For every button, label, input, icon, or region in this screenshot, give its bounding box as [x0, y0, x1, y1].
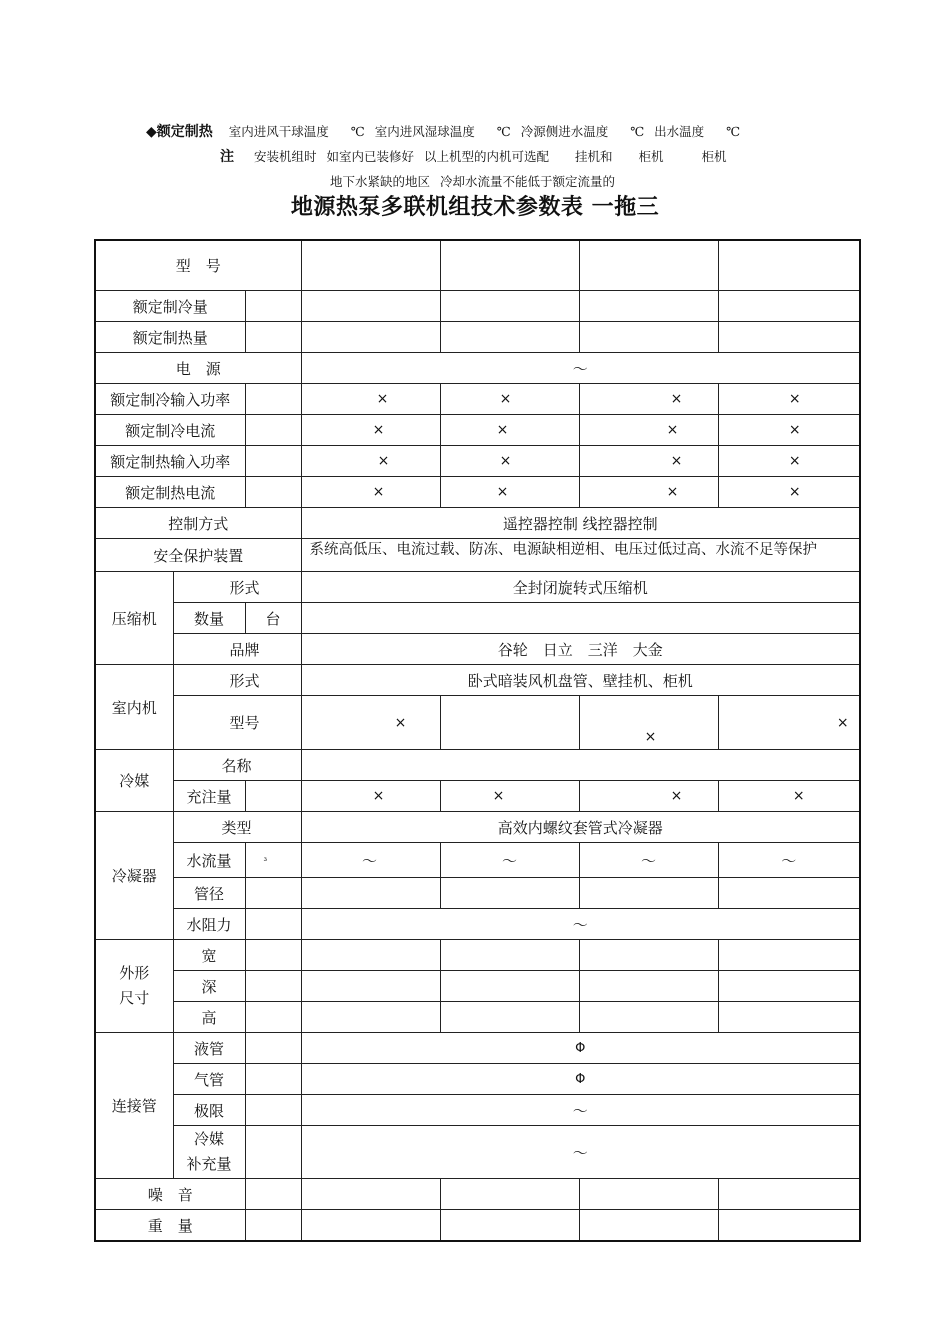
indoor-model-label: 型号 — [173, 696, 301, 750]
condenser-type-label: 类型 — [173, 812, 301, 843]
table-row — [95, 322, 860, 353]
note-item: 柜机 — [638, 149, 664, 164]
times-mark: × — [718, 477, 860, 508]
table-cell — [245, 878, 301, 909]
table-cell — [440, 240, 579, 291]
table-cell — [245, 1033, 301, 1064]
table-cell — [579, 322, 718, 353]
table-cell — [301, 971, 440, 1002]
note-item: ℃ — [726, 124, 741, 139]
note-item: 安装机组时 — [253, 149, 317, 164]
times-mark: × — [718, 446, 860, 477]
width-label: 宽 — [173, 940, 245, 971]
note-line-3 — [330, 172, 615, 190]
table-row — [95, 603, 860, 634]
heat-capacity-label: 额定制热量 — [95, 322, 245, 353]
refrigerant-addition-line: 补充量 — [186, 1155, 232, 1173]
table-cell — [301, 1002, 440, 1033]
tilde-mark: ～ — [301, 1126, 860, 1179]
table-cell — [301, 878, 440, 909]
note-item: 室内进风干球温度 — [228, 124, 329, 139]
times-mark: × — [579, 415, 718, 446]
tilde-mark: ～ — [579, 843, 718, 878]
table-cell — [579, 1179, 718, 1210]
table-cell — [718, 322, 860, 353]
times-mark: × — [579, 384, 718, 415]
table-cell — [245, 909, 301, 940]
table-cell — [301, 940, 440, 971]
safety-value — [301, 539, 860, 572]
water-flow-label: 水流量 — [173, 843, 245, 878]
table-row — [95, 1002, 860, 1033]
table-cell — [579, 1210, 718, 1242]
control-mode-value: 遥控器控制 线控器控制 — [301, 508, 860, 539]
connecting-pipe-group-label: 连接管 — [95, 1033, 173, 1179]
tilde-mark: ～ — [718, 843, 860, 878]
table-row — [95, 1126, 860, 1179]
safety-value-text: 系统高低压、电流过载、防冻、电源缺相逆相、电压过低过高、水流不足等保护 — [309, 542, 818, 558]
tilde-mark: ～ — [301, 1095, 860, 1126]
dimensions-group-label — [95, 940, 173, 1033]
table-cell — [440, 878, 579, 909]
note-item: ℃ — [350, 124, 365, 139]
table-cell — [301, 240, 440, 291]
weight-label: 重 量 — [95, 1210, 245, 1242]
compressor-qty-unit: 台 — [245, 603, 301, 634]
note-item: 如室内已装修好 — [326, 149, 414, 164]
table-row — [95, 446, 860, 477]
table-cell — [718, 1002, 860, 1033]
height-label: 高 — [173, 1002, 245, 1033]
table-cell — [245, 1064, 301, 1095]
table-cell — [440, 1002, 579, 1033]
table-cell — [579, 940, 718, 971]
cool-current-label: 额定制冷电流 — [95, 415, 245, 446]
table-cell — [579, 291, 718, 322]
liquid-pipe-label: 液管 — [173, 1033, 245, 1064]
table-cell — [440, 1210, 579, 1242]
table-row — [95, 1179, 860, 1210]
times-mark: × — [301, 384, 440, 415]
table-cell — [718, 940, 860, 971]
indoor-group-label: 室内机 — [95, 665, 173, 750]
times-mark: × — [301, 415, 440, 446]
note-item: 出水温度 — [654, 124, 705, 139]
times-mark: × — [579, 781, 718, 812]
heat-input-label: 额定制热输入功率 — [95, 446, 245, 477]
table-cell — [579, 971, 718, 1002]
gas-pipe-label: 气管 — [173, 1064, 245, 1095]
depth-label: 深 — [173, 971, 245, 1002]
times-mark: × — [718, 696, 860, 750]
table-cell — [718, 1179, 860, 1210]
compressor-brand-value: 谷轮 日立 三洋 大金 — [301, 634, 860, 665]
times-mark: × — [440, 415, 579, 446]
control-mode-label: 控制方式 — [95, 508, 301, 539]
times-mark: × — [440, 477, 579, 508]
table-cell — [301, 322, 440, 353]
times-mark: × — [579, 446, 718, 477]
heat-current-label: 额定制热电流 — [95, 477, 245, 508]
table-row — [95, 940, 860, 971]
table-cell — [718, 291, 860, 322]
table-cell — [245, 322, 301, 353]
table-row — [95, 508, 860, 539]
table-row — [95, 843, 860, 878]
times-mark: × — [301, 446, 440, 477]
table-cell — [579, 1002, 718, 1033]
compressor-qty-label: 数量 — [173, 603, 245, 634]
condenser-type-value: 高效内螺纹套管式冷凝器 — [301, 812, 860, 843]
tilde-mark: ～ — [301, 909, 860, 940]
table-row — [95, 878, 860, 909]
refrigerant-group-label: 冷媒 — [95, 750, 173, 812]
dimensions-label-line: 尺寸 — [119, 989, 150, 1007]
table-cell — [245, 1002, 301, 1033]
note-item: 柜机 — [701, 149, 727, 164]
table-row — [95, 353, 860, 384]
table-cell — [245, 1210, 301, 1242]
times-mark: × — [440, 384, 579, 415]
table-row — [95, 1095, 860, 1126]
table-row — [95, 750, 860, 781]
times-mark: × — [301, 477, 440, 508]
note-item: ℃ — [496, 124, 511, 139]
table-cell — [245, 940, 301, 971]
compressor-form-label: 形式 — [173, 572, 301, 603]
table-row — [95, 909, 860, 940]
table-cell — [718, 971, 860, 1002]
power-supply-label: 电 源 — [95, 353, 301, 384]
table-cell — [440, 291, 579, 322]
note-line-2 — [220, 146, 727, 166]
table-row — [95, 634, 860, 665]
refrigerant-addition-label — [173, 1126, 245, 1179]
table-cell — [245, 446, 301, 477]
safety-label: 安全保护装置 — [95, 539, 301, 572]
table-cell — [245, 971, 301, 1002]
cool-input-label: 额定制冷输入功率 — [95, 384, 245, 415]
table-row — [95, 1210, 860, 1242]
times-mark: × — [301, 696, 440, 750]
note-line-1 — [146, 121, 740, 141]
table-row — [95, 971, 860, 1002]
model-label: 型 号 — [95, 240, 301, 291]
water-resistance-label: 水阻力 — [173, 909, 245, 940]
table-row — [95, 477, 860, 508]
limit-label: 极限 — [173, 1095, 245, 1126]
refrigerant-addition-line: 冷媒 — [193, 1130, 224, 1148]
note-item: 以上机型的内机可选配 — [423, 149, 549, 164]
table-cell — [440, 971, 579, 1002]
table-row — [95, 572, 860, 603]
phi-mark: Φ — [301, 1064, 860, 1095]
table-row — [95, 696, 860, 750]
cool-capacity-label: 额定制冷量 — [95, 291, 245, 322]
refrigerant-charge-label: 充注量 — [173, 781, 245, 812]
table-cell — [718, 1210, 860, 1242]
indoor-form-value: 卧式暗装风机盘管、壁挂机、柜机 — [301, 665, 860, 696]
table-row — [95, 291, 860, 322]
spec-table — [94, 239, 861, 1242]
times-mark: × — [579, 477, 718, 508]
noise-label: 噪 音 — [95, 1179, 245, 1210]
table-cell — [579, 878, 718, 909]
table-cell — [579, 240, 718, 291]
times-mark: × — [579, 696, 718, 750]
table-cell — [245, 1095, 301, 1126]
times-mark: × — [718, 415, 860, 446]
table-row — [95, 384, 860, 415]
table-row — [95, 415, 860, 446]
table-cell — [245, 384, 301, 415]
table-cell — [718, 878, 860, 909]
table-cell — [301, 750, 860, 781]
table-row — [95, 781, 860, 812]
phi-mark: Φ — [301, 1033, 860, 1064]
table-row — [95, 1033, 860, 1064]
times-mark: × — [718, 384, 860, 415]
table-row — [95, 1064, 860, 1095]
dimensions-label-line: 外形 — [119, 964, 150, 982]
table-cell — [440, 322, 579, 353]
table-cell — [301, 1210, 440, 1242]
table-cell — [245, 477, 301, 508]
table-cell — [440, 1179, 579, 1210]
table-cell — [245, 415, 301, 446]
power-supply-value: ～ — [301, 353, 860, 384]
pipe-diameter-label: 管径 — [173, 878, 245, 909]
table-row — [95, 665, 860, 696]
note-item: 冷源侧进水温度 — [520, 124, 609, 139]
table-cell — [301, 603, 860, 634]
table-cell — [440, 940, 579, 971]
table-cell — [301, 1179, 440, 1210]
page-title: 地源热泵多联机组技术参数表 一拖三 — [290, 195, 660, 220]
table-cell — [245, 291, 301, 322]
note-item: 室内进风湿球温度 — [374, 124, 475, 139]
times-mark: × — [301, 781, 440, 812]
table-row — [95, 539, 860, 572]
tilde-mark: ～ — [440, 843, 579, 878]
table-row — [95, 812, 860, 843]
table-row — [95, 240, 860, 291]
note-item: 冷却水流量不能低于额定流量的 — [440, 174, 616, 189]
tilde-mark: ～ — [301, 843, 440, 878]
table-cell — [245, 1126, 301, 1179]
times-mark: × — [440, 446, 579, 477]
condenser-group-label: 冷凝器 — [95, 812, 173, 940]
water-flow-unit: ³ — [245, 843, 301, 878]
refrigerant-name-label: 名称 — [173, 750, 301, 781]
note-label: 注 — [220, 149, 234, 165]
compressor-brand-label: 品牌 — [173, 634, 301, 665]
table-cell — [440, 696, 579, 750]
compressor-form-value: 全封闭旋转式压缩机 — [301, 572, 860, 603]
rated-heating-label: ◆额定制热 — [146, 124, 213, 140]
times-mark: × — [718, 781, 860, 812]
compressor-group-label: 压缩机 — [95, 572, 173, 665]
table-cell — [718, 240, 860, 291]
note-item: 地下水紧缺的地区 — [330, 174, 431, 189]
note-item: 挂机和 — [574, 149, 613, 164]
table-cell — [245, 1179, 301, 1210]
table-cell — [245, 781, 301, 812]
table-cell — [301, 291, 440, 322]
times-mark: × — [440, 781, 579, 812]
note-item: ℃ — [630, 124, 645, 139]
indoor-form-label: 形式 — [173, 665, 301, 696]
